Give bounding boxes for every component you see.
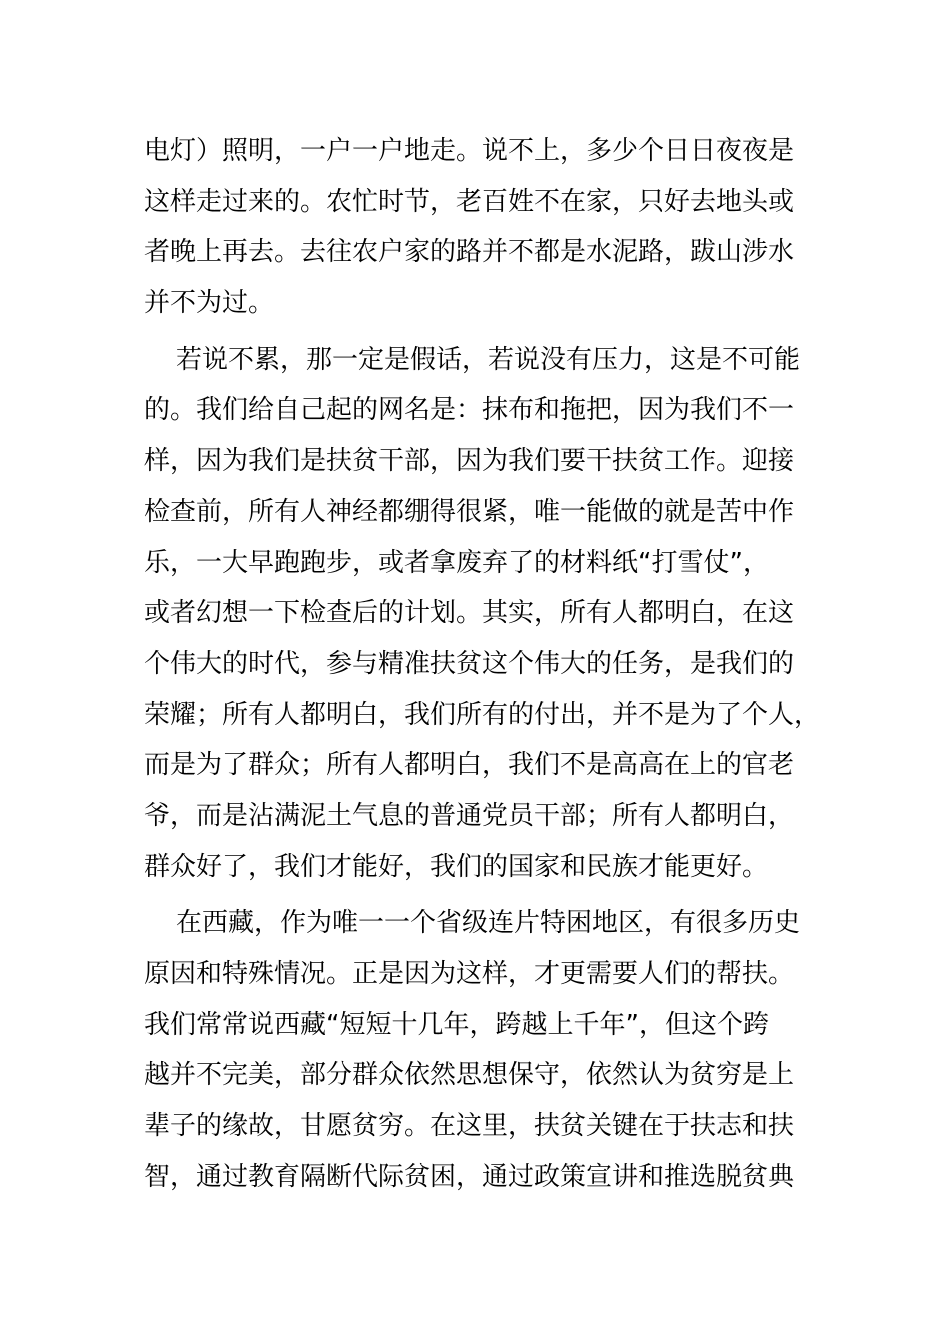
paragraph-2-line-7: 个伟大的时代，参与精准扶贫这个伟大的任务，是我们的: [144, 648, 795, 679]
paragraph-3-line-2: 原因和特殊情况。正是因为这样，才更需要人们的帮扶。: [144, 959, 795, 989]
paragraph-1-line-4: 并不为过。: [144, 288, 275, 319]
paragraph-2-line-2: 的。我们给自己起的网名是：抹布和拖把，因为我们不一: [144, 395, 795, 426]
paragraph-3-line-3: 我们常常说西藏“短短十几年，跨越上千年”，但这个跨: [144, 1009, 769, 1040]
paragraph-2-line-10: 爷，而是沾满泥土气息的普通党员干部；所有人都明白，: [144, 800, 795, 831]
paragraph-3-line-5: 辈子的缘故，甘愿贫穷。在这里，扶贫关键在于扶志和扶: [144, 1111, 795, 1142]
document-body: [144, 126, 824, 1202]
paragraph-1-line-1: 电灯）照明，一户一户地走。说不上，多少个日日夜夜是: [144, 136, 795, 166]
paragraph-2-line-8: 荣耀；所有人都明白，我们所有的付出，并不是为了个人，: [144, 699, 821, 730]
paragraph-3-line-1: 在西藏，作为唯一一个省级连片特困地区，有很多历史: [176, 908, 801, 939]
paragraph-2-line-11: 群众好了，我们才能好，我们的国家和民族才能更好。: [144, 851, 769, 882]
paragraph-1-line-2: 这样走过来的。农忙时节，老百姓不在家，只好去地头或: [144, 186, 795, 217]
paragraph-2-line-3: 样，因为我们是扶贫干部，因为我们要干扶贫工作。迎接: [144, 446, 795, 477]
paragraph-2-line-1: 若说不累，那一定是假话，若说没有压力，这是不可能: [176, 344, 801, 375]
paragraph-2-line-5: 乐，一大早跑跑步，或者拿废弃了的材料纸“打雪仗”，: [144, 547, 769, 578]
paragraph-3-line-4: 越并不完美，部分群众依然思想保守，依然认为贫穷是上: [144, 1060, 795, 1091]
paragraph-1-line-3: 者晚上再去。去往农户家的路并不都是水泥路，跋山涉水: [144, 237, 795, 268]
paragraph-2-line-9: 而是为了群众；所有人都明白，我们不是高高在上的官老: [144, 750, 795, 781]
paragraph-2-line-6: 或者幻想一下检查后的计划。其实，所有人都明白，在这: [144, 598, 795, 629]
paragraph-2-line-4: 检查前，所有人神经都绷得很紧，唯一能做的就是苦中作: [144, 496, 795, 527]
paragraph-3-line-6: 智，通过教育隔断代际贫困，通过政策宣讲和推选脱贫典: [144, 1161, 795, 1192]
